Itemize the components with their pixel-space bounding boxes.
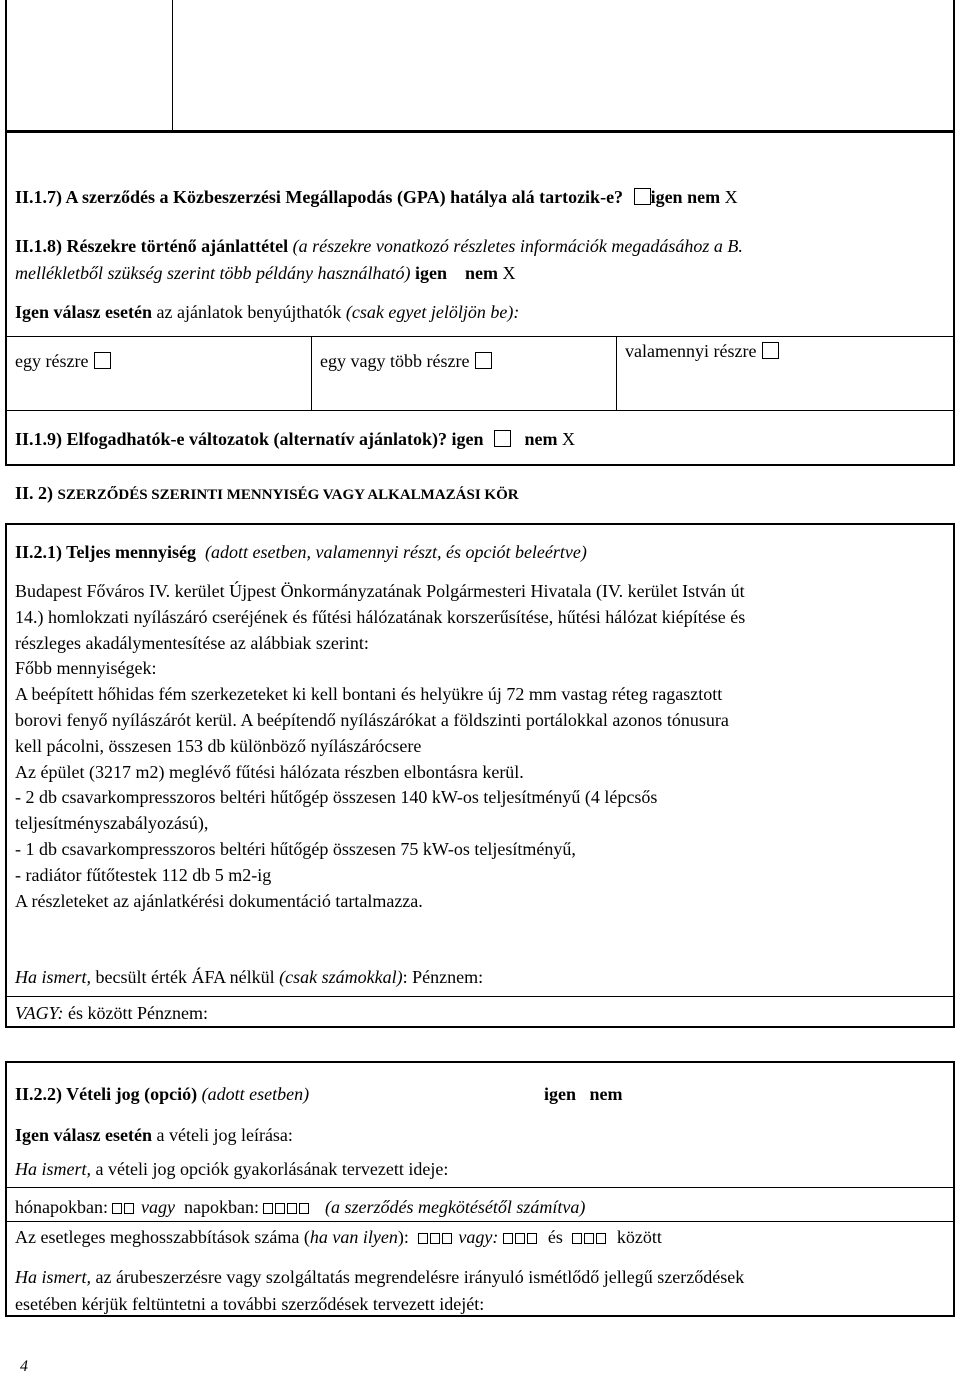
ext-min-digit-box[interactable] <box>527 1233 537 1244</box>
gpa-igen-label: igen <box>650 187 683 207</box>
gpa-question: II.1.7) A szerződés a Közbeszerzési Megállapodás (GPA) hatálya alá tartozik-e? <box>15 187 624 207</box>
variants-nem: nem <box>524 429 558 449</box>
section-ii-1-8-line2 <box>15 262 515 284</box>
days-digit-box[interactable] <box>287 1203 297 1214</box>
estimated-range <box>15 1002 208 1024</box>
option-schedule-italic: Ha ismert, <box>15 1159 91 1179</box>
option-schedule-text: a vételi jog opciók gyakorlásának tervezett ideje: <box>95 1159 449 1179</box>
ext-es: és <box>547 1227 563 1247</box>
total-quantity-note: (adott esetben, valamennyi részt, és opciót beleértve) <box>205 542 587 562</box>
page-number: 4 <box>20 1358 28 1375</box>
option-q-text: a vételi jog leírása: <box>156 1125 293 1145</box>
parts-note-1: (a részekre vonatkozó részletes információk megadásához a B. <box>292 236 743 256</box>
option-egy-reszre-label: egy részre <box>15 351 89 371</box>
extensions <box>15 1226 662 1248</box>
gpa-igen-checkbox[interactable] <box>634 188 651 205</box>
ext-digit-box[interactable] <box>442 1233 452 1244</box>
parts-note-2: mellékletből szükség szerint több példány használható) <box>15 263 411 283</box>
parts-igen: igen <box>414 263 447 283</box>
option-right-note: (adott esetben) <box>201 1084 310 1104</box>
option-valamennyi-checkbox[interactable] <box>762 342 779 359</box>
section-ii-1-8-line1 <box>15 235 743 257</box>
duration-vagy: vagy <box>140 1197 175 1217</box>
days-digit-box[interactable] <box>263 1203 273 1214</box>
days-digit-box[interactable] <box>275 1203 285 1214</box>
parts-q-bold: Igen válasz esetén <box>15 302 152 322</box>
ext-digit-box[interactable] <box>430 1233 440 1244</box>
option-right-label: II.2.2) Vételi jog (opció) <box>15 1084 198 1104</box>
ext-max-digit-box[interactable] <box>596 1233 606 1244</box>
ext-text-2: ): <box>397 1227 409 1247</box>
section-ii-1-7 <box>15 186 738 208</box>
quantity-line: részleges akadálymentesítése az alábbiak szerint: <box>15 632 369 653</box>
repeat-contracts <box>15 1264 950 1318</box>
option-right-answers <box>544 1083 623 1105</box>
estimated-value <box>15 966 483 988</box>
estimated-value-separator <box>6 996 954 997</box>
total-quantity-label: II.2.1) Teljes mennyiség <box>15 542 197 562</box>
repeat-text-2: esetében kérjük feltüntetni a további szerződések tervezett idejét: <box>15 1294 485 1314</box>
months-label: hónapokban: <box>15 1197 108 1217</box>
quantity-line: kell pácolni, összesen 153 db különböző nyílászárócsere <box>15 735 422 756</box>
parts-nem: nem <box>464 263 498 283</box>
variants-nem-mark: X <box>562 429 575 449</box>
est-text-1: becsült érték ÁFA nélkül <box>95 967 275 987</box>
top-empty-box <box>5 0 955 133</box>
est-italic-1: Ha ismert, <box>15 967 91 987</box>
options-bottom-border <box>6 410 954 411</box>
option-valamennyi <box>625 340 779 362</box>
parts-q-text: az ajánlatok benyújthatók <box>156 302 342 322</box>
ext-max-digit-box[interactable] <box>572 1233 582 1244</box>
quantity-line: A beépített hőhidas fém szerkezeteket ki kell bontani és helyükre új 72 mm vastag réteg ragasztott <box>15 684 723 705</box>
quantity-line: - 1 db csavarkompresszoros beltéri hűtőgép összesen 75 kW-os teljesítményű, <box>15 838 576 859</box>
parts-label: II.1.8) Részekre történő ajánlattétel <box>15 236 289 256</box>
quantity-line: Az épület (3217 m2) meglévő fűtési hálózata részben elbontásra kerül. <box>15 761 524 782</box>
ext-min-digit-box[interactable] <box>515 1233 525 1244</box>
options-top-border <box>6 336 954 337</box>
parts-question <box>15 301 519 323</box>
variants-question: II.1.9) Elfogadhatók-e változatok (alternatív ajánlatok)? <box>15 429 447 449</box>
repeat-text-1: az árubeszerzésre vagy szolgáltatás megrendelésre irányuló ismétlődő jellegű szerződések <box>95 1267 745 1287</box>
from-contract-note: (a szerződés megkötésétől számítva) <box>324 1197 586 1217</box>
variants-igen: igen <box>451 429 484 449</box>
options-divider-1 <box>311 336 312 410</box>
option-egy-vagy-tobb-checkbox[interactable] <box>475 352 492 369</box>
gpa-nem-mark: X <box>724 187 738 207</box>
option-egy-vagy-tobb <box>320 350 492 372</box>
option-egy-reszre <box>15 350 111 372</box>
parts-nem-mark: X <box>502 263 516 283</box>
repeat-line-1 <box>15 1264 950 1291</box>
quantity-line: Főbb mennyiségek: <box>15 658 157 679</box>
top-box-divider <box>172 0 173 132</box>
ext-text-1: Az esetleges meghosszabbítások száma ( <box>15 1227 310 1247</box>
variants-igen-checkbox[interactable] <box>494 430 511 447</box>
days-label: napokban: <box>183 1197 259 1217</box>
option-q-bold: Igen válasz esetén <box>15 1125 152 1145</box>
option-schedule-separator <box>6 1187 954 1188</box>
ext-kozott: között <box>616 1227 662 1247</box>
section-ii-2-prefix: II. 2) <box>15 483 54 503</box>
option-egy-vagy-tobb-label: egy vagy több részre <box>320 351 470 371</box>
months-digit-box[interactable] <box>124 1203 134 1214</box>
section-ii-2-2-heading <box>15 1083 309 1105</box>
repeat-italic: Ha ismert, <box>15 1267 91 1287</box>
quantity-description <box>15 579 950 914</box>
gpa-nem-label: nem <box>687 187 721 207</box>
duration-separator <box>6 1221 954 1222</box>
ext-max-digit-box[interactable] <box>584 1233 594 1244</box>
ext-vagy: vagy: <box>458 1227 499 1247</box>
option-right-question <box>15 1124 293 1146</box>
option-duration <box>15 1196 585 1218</box>
section-ii-1-9 <box>15 428 575 450</box>
days-digit-box[interactable] <box>299 1203 309 1214</box>
vagy-italic: VAGY: <box>15 1003 64 1023</box>
parts-q-italic: (csak egyet jelöljön be): <box>345 302 520 322</box>
vagy-text: és között Pénznem: <box>68 1003 208 1023</box>
option-schedule <box>15 1158 448 1180</box>
est-text-2: : Pénznem: <box>402 967 484 987</box>
quantity-line: - radiátor fűtőtestek 112 db 5 m2-ig <box>15 864 272 885</box>
ext-italic: ha van ilyen <box>309 1227 398 1247</box>
section-ii-2-1-heading <box>15 541 587 563</box>
est-italic-2: (csak számokkal) <box>279 967 403 987</box>
quantity-line: A részleteket az ajánlatkérési dokumentáció tartalmazza. <box>15 890 423 911</box>
option-egy-reszre-checkbox[interactable] <box>94 352 111 369</box>
option-right-igen: igen <box>544 1084 577 1104</box>
ext-min-digit-box[interactable] <box>503 1233 513 1244</box>
section-ii-2-heading <box>15 482 519 506</box>
quantity-line: Budapest Főváros IV. kerület Újpest Önkormányzatának Polgármesteri Hivatala (IV. kerület István út <box>15 581 745 601</box>
option-right-nem: nem <box>589 1084 623 1104</box>
quantity-line: 14.) homlokzati nyílászáró cseréjének és fűtési hálózatának korszerűsítése, hűtési hálózat kiépítése és <box>15 606 746 627</box>
quantity-line: borovi fenyő nyílászárót kerül. A beépítendő nyílászárókat a földszinti portálokkal azonos tónusura <box>15 709 729 730</box>
quantity-line: teljesítményszabályozású), <box>15 813 209 834</box>
option-valamennyi-label: valamennyi részre <box>625 341 757 361</box>
months-digit-box[interactable] <box>112 1203 122 1214</box>
options-divider-2 <box>616 336 617 410</box>
ext-digit-box[interactable] <box>418 1233 428 1244</box>
section-ii-2-title: SZERZŐDÉS SZERINTI MENNYISÉG VAGY ALKALMAZÁSI KÖR <box>57 487 519 503</box>
section-ii-1-7-box <box>5 130 955 466</box>
quantity-line: - 2 db csavarkompresszoros beltéri hűtőgép összesen 140 kW-os teljesítményű (4 lépcsős <box>15 787 658 808</box>
